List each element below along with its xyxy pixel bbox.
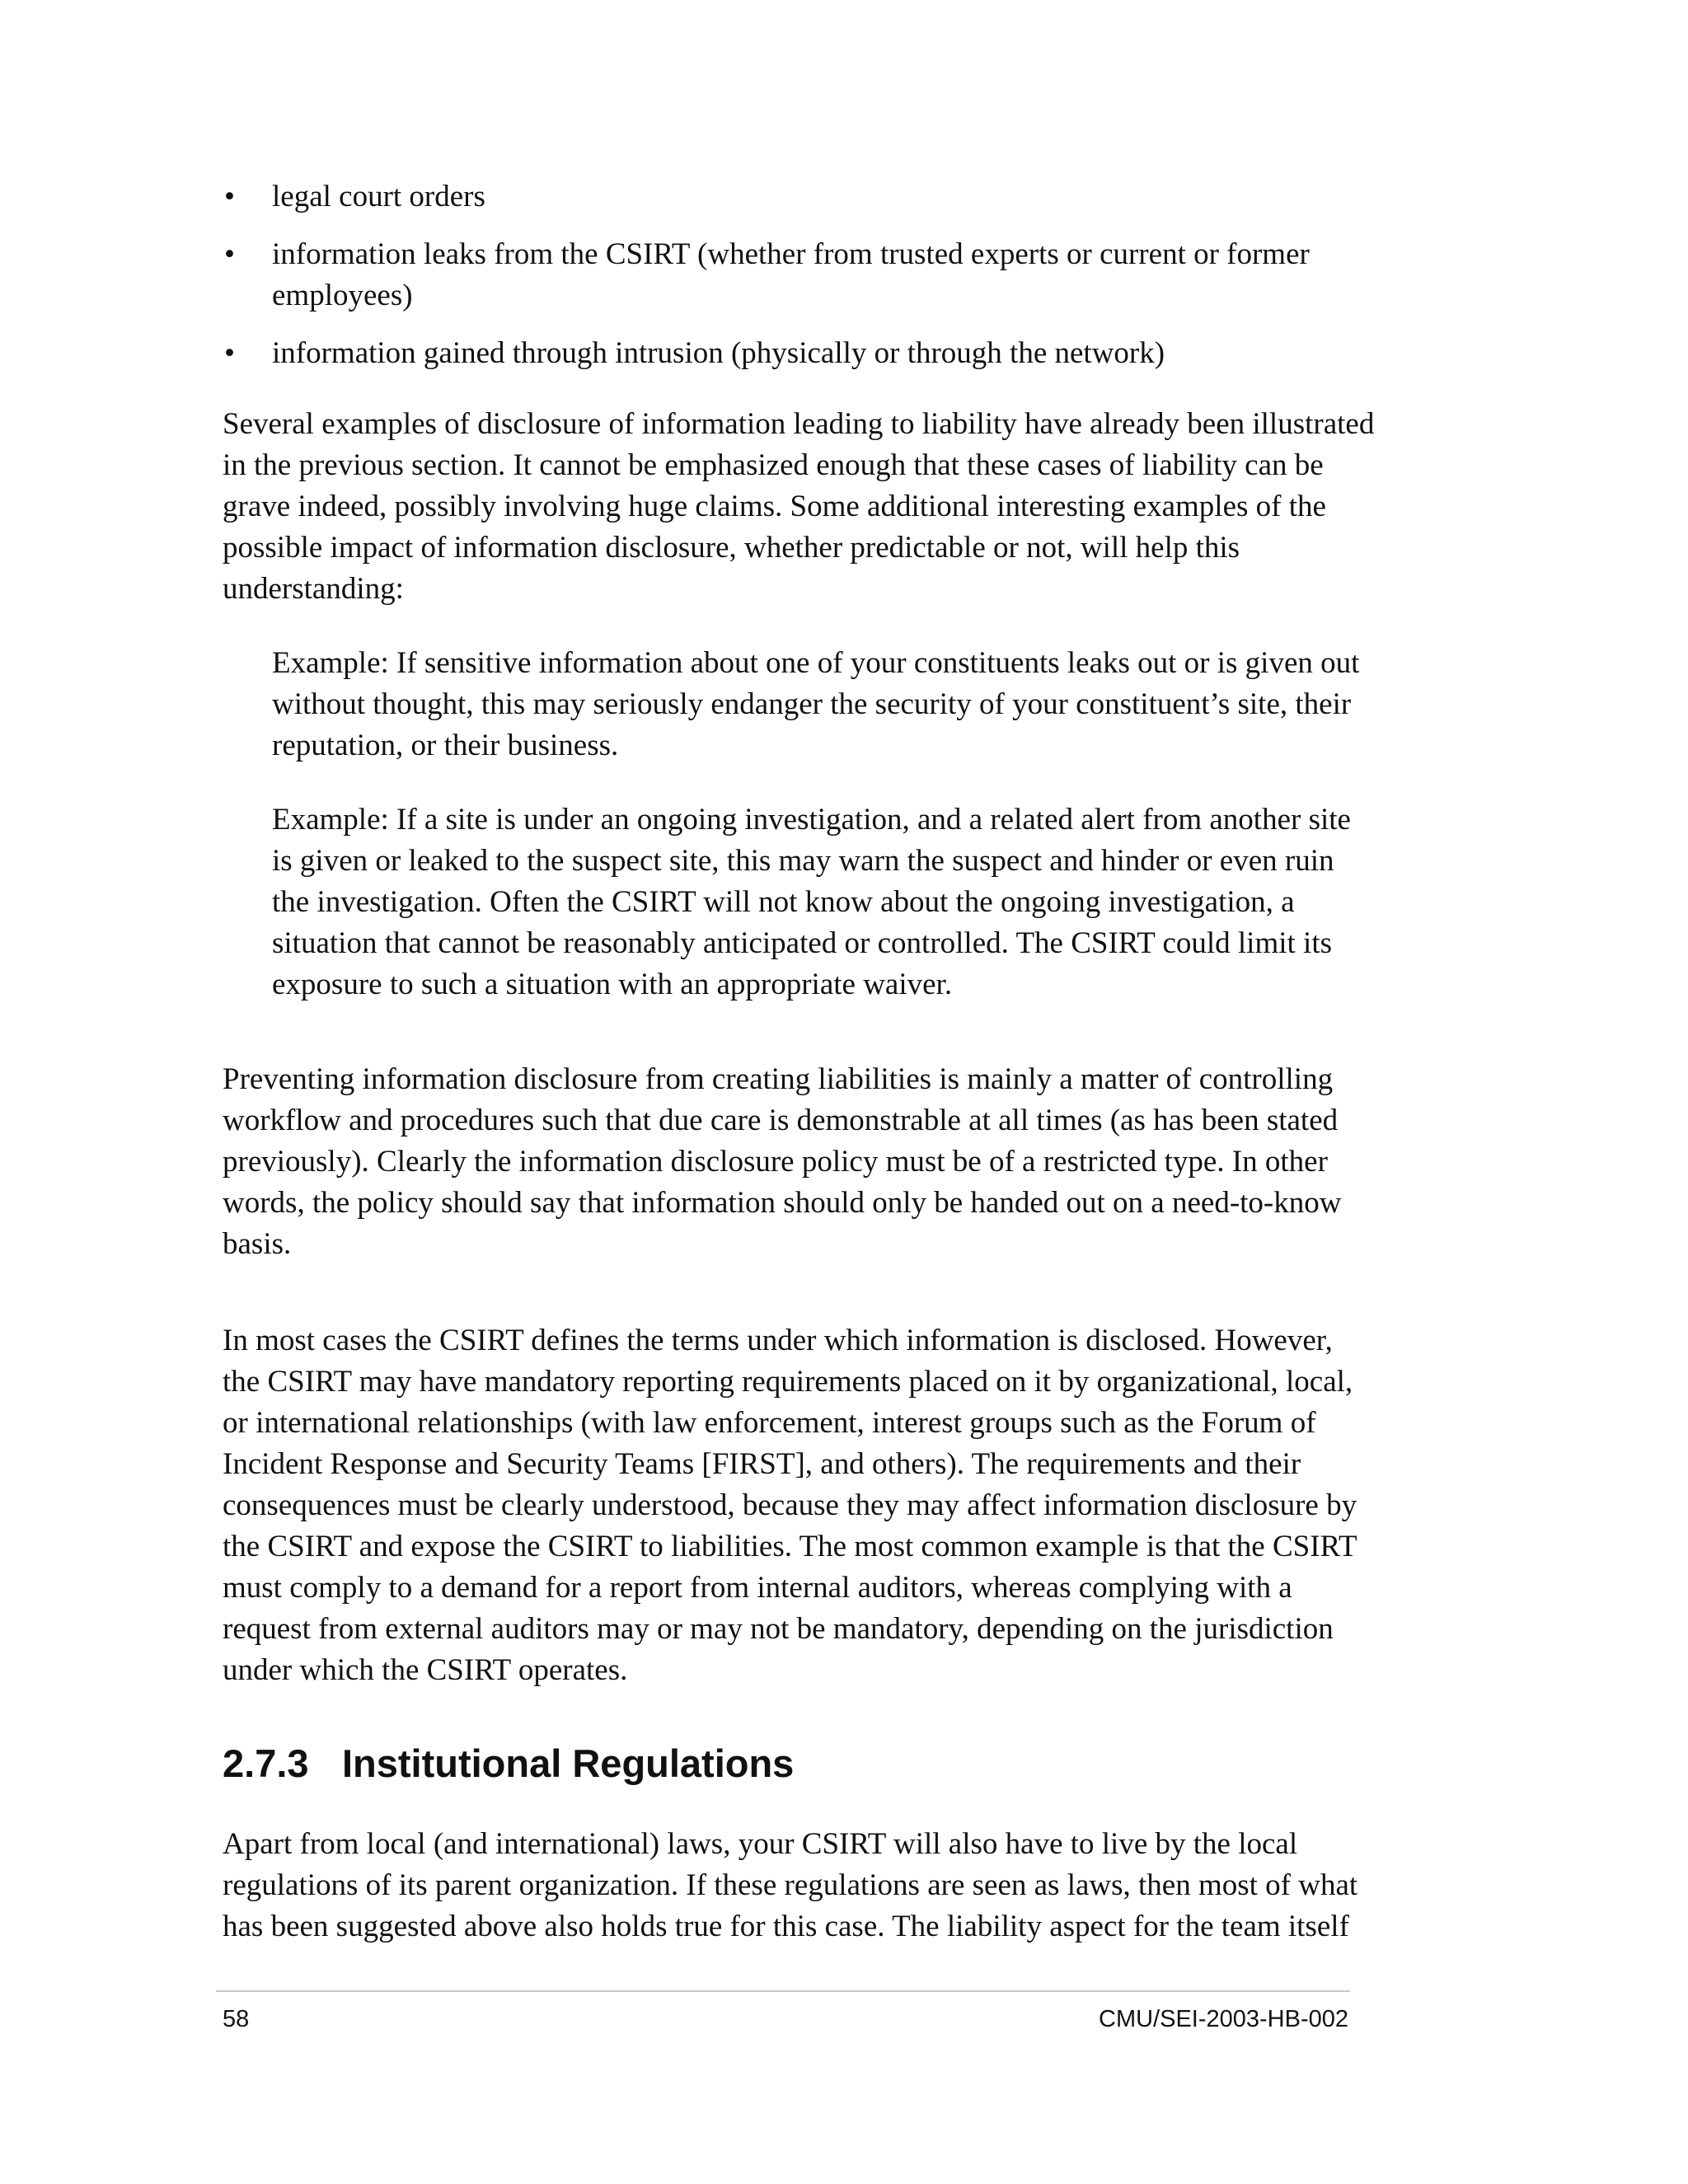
section-heading [223, 1739, 1376, 1788]
list-item [223, 234, 1376, 316]
bullet-icon: • [224, 180, 235, 213]
document-id: CMU/SEI-2003-HB-002 [1099, 2006, 1348, 2032]
body-paragraph: Apart from local (and international) laws, your CSIRT will also have to live by the local regulations of its parent organization. If these regulations are seen as laws, then most of what has been suggested above also holds true for this case. The liability aspect for the team itself [223, 1827, 1358, 1943]
example-paragraph: Example: If sensitive information about one of your constituents leaks out or is given out without thought, this may seriously endanger the security of your constituent’s site, their reputation, or their business. [272, 646, 1360, 762]
section-title: Institutional Regulations [342, 1741, 795, 1785]
list-item-text: information gained through intrusion (physically or through the network) [272, 336, 1165, 370]
body-paragraph: Several examples of disclosure of information leading to liability have already been illustrated in the previous section. It cannot be emphasized enough that these cases of liability can be grave indeed, possibly involving huge claims. Some additional interesting examples of the possible impact of information disclosure, whether predictable or not, will help this understanding: [223, 407, 1375, 606]
section-number: 2.7.3 [223, 1741, 309, 1785]
footer-divider [216, 1990, 1350, 1992]
list-item [223, 176, 1376, 218]
list-item-text: information leaks from the CSIRT (whether from trusted experts or current or former employees) [272, 237, 1310, 312]
body-paragraph: Preventing information disclosure from creating liabilities is mainly a matter of controlling workflow and procedures such that due care is demonstrable at all times (as has been stated previously). Clearly the information disclosure policy must be of a restricted type. In other words, the policy should say that information should only be handed out on a need-to-know basis. [223, 1062, 1342, 1261]
example-paragraph: Example: If a site is under an ongoing investigation, and a related alert from another site is given or leaked to the suspect site, this may warn the suspect and hinder or even ruin the investigation. Often the CSIRT will not know about the ongoing investigation, a situation that cannot be reasonably anticipated or controlled. The CSIRT could limit its exposure to such a situation with an appropriate waiver. [272, 803, 1351, 1001]
list-item [223, 333, 1376, 374]
bullet-icon: • [224, 237, 235, 271]
body-paragraph: In most cases the CSIRT defines the terms under which information is disclosed. However, the CSIRT may have mandatory reporting requirements placed on it by organizational, local, or international relationships (with law enforcement, interest groups such as the Forum of Incident Response and Security Teams [FIRST], and others). The requirements and their consequences must be clearly understood, because they may affect information disclosure by the CSIRT and expose the CSIRT to liabilities. The most common example is that the CSIRT must comply to a demand for a report from internal auditors, whereas complying with a request from external auditors may or may not be mandatory, depending on the jurisdiction under which the CSIRT operates. [223, 1324, 1357, 1687]
list-item-text: legal court orders [272, 180, 485, 213]
bullet-list [223, 176, 1376, 391]
bullet-icon: • [224, 336, 235, 370]
page-number: 58 [223, 2006, 250, 2032]
